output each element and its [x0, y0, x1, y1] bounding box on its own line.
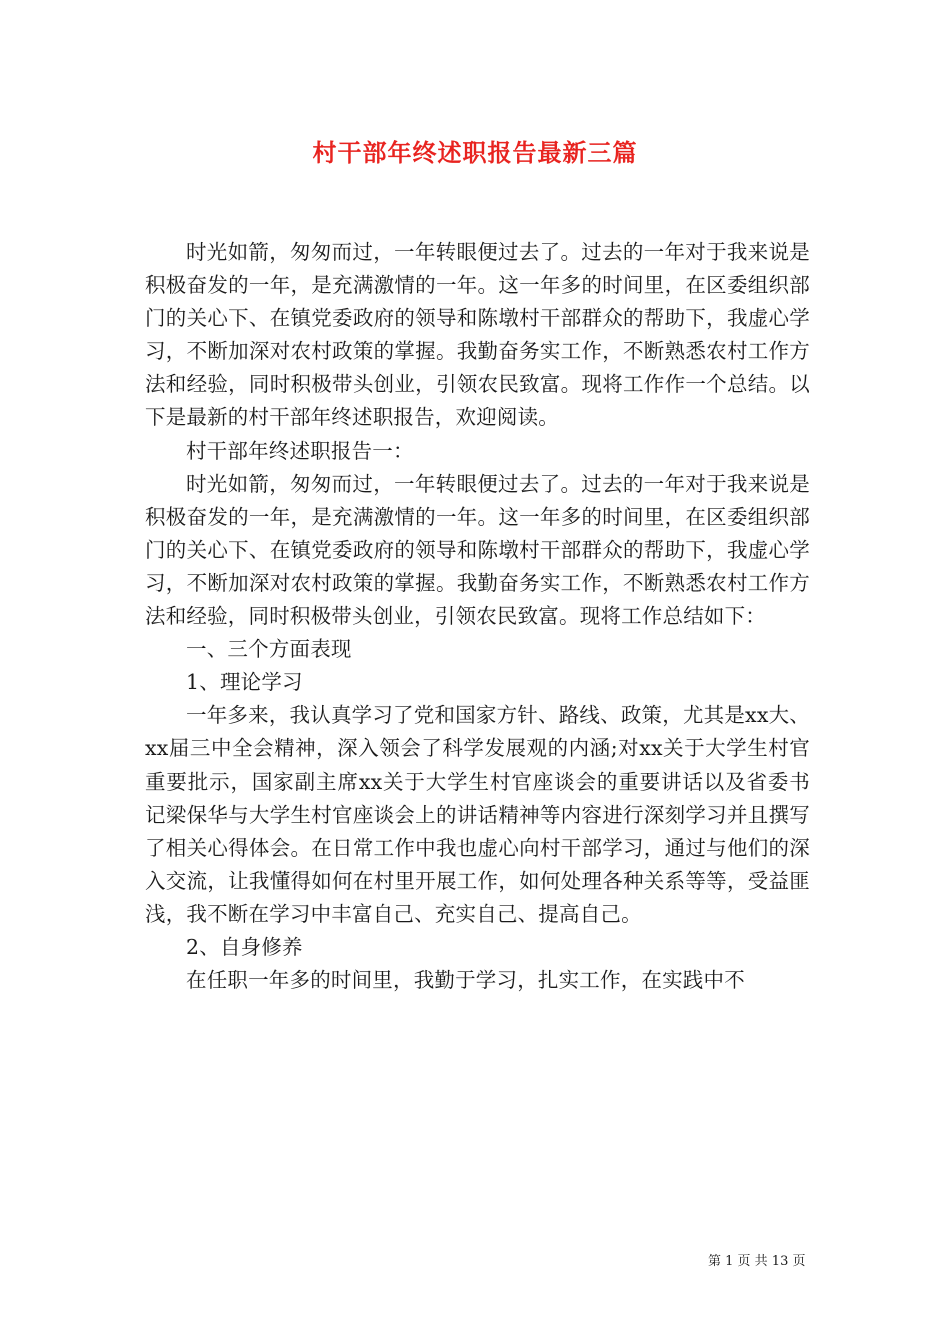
paragraph-theory-study: 一年多来，我认真学习了党和国家方针、路线、政策，尤其是xx大、xx届三中全会精神，深入领会了科学发展观的内涵;对xx关于大学生村官重要批示，国家副主席xx关于大学生村官座谈会的重要讲话以及省委书记梁保华与大学生村官座谈会上的讲话精神等内容进行深刻学习并且撰写了相关心得体会。在日常工作中我也虚心向村干部学习，通过与他们的深入交流，让我懂得如何在村里开展工作，如何处理各种关系等等，受益匪浅，我不断在学习中丰富自己、充实自己、提高自己。 [145, 703, 810, 926]
page-number-footer: 第 1 页 共 13 页 [708, 1254, 806, 1269]
section-heading-three-aspects: 一、三个方面表现 [186, 637, 352, 662]
document-body [145, 236, 810, 997]
paragraph-self-cultivation: 在任职一年多的时间里，我勤于学习，扎实工作，在实践中不 [186, 968, 745, 993]
paragraph-report-one-intro: 时光如箭，匆匆而过，一年转眼便过去了。过去的一年对于我来说是积极奋发的一年，是充满激情的一年。这一年多的时间里，在区委组织部门的关心下、在镇党委政府的领导和陈墩村干部群众的帮助下，我虚心学习，不断加深对农村政策的掌握。我勤奋务实工作，不断熟悉农村工作方法和经验，同时积极带头创业，引领农民致富。现将工作总结如下： [145, 471, 810, 629]
paragraph-intro: 时光如箭，匆匆而过，一年转眼便过去了。过去的一年对于我来说是积极奋发的一年，是充满激情的一年。这一年多的时间里，在区委组织部门的关心下、在镇党委政府的领导和陈墩村干部群众的帮助下，我虚心学习，不断加深对农村政策的掌握。我勤奋务实工作，不断熟悉农村工作方法和经验，同时积极带头创业，引领农民致富。现将工作作一个总结。以下是最新的村干部年终述职报告，欢迎阅读。 [145, 240, 810, 430]
subheading-self-cultivation: 2、自身修养 [186, 934, 303, 959]
subheading-theory-study: 1、理论学习 [186, 670, 303, 695]
section-heading-report-one: 村干部年终述职报告一： [186, 438, 414, 463]
document-title: 村干部年终述职报告最新三篇 [312, 138, 638, 167]
